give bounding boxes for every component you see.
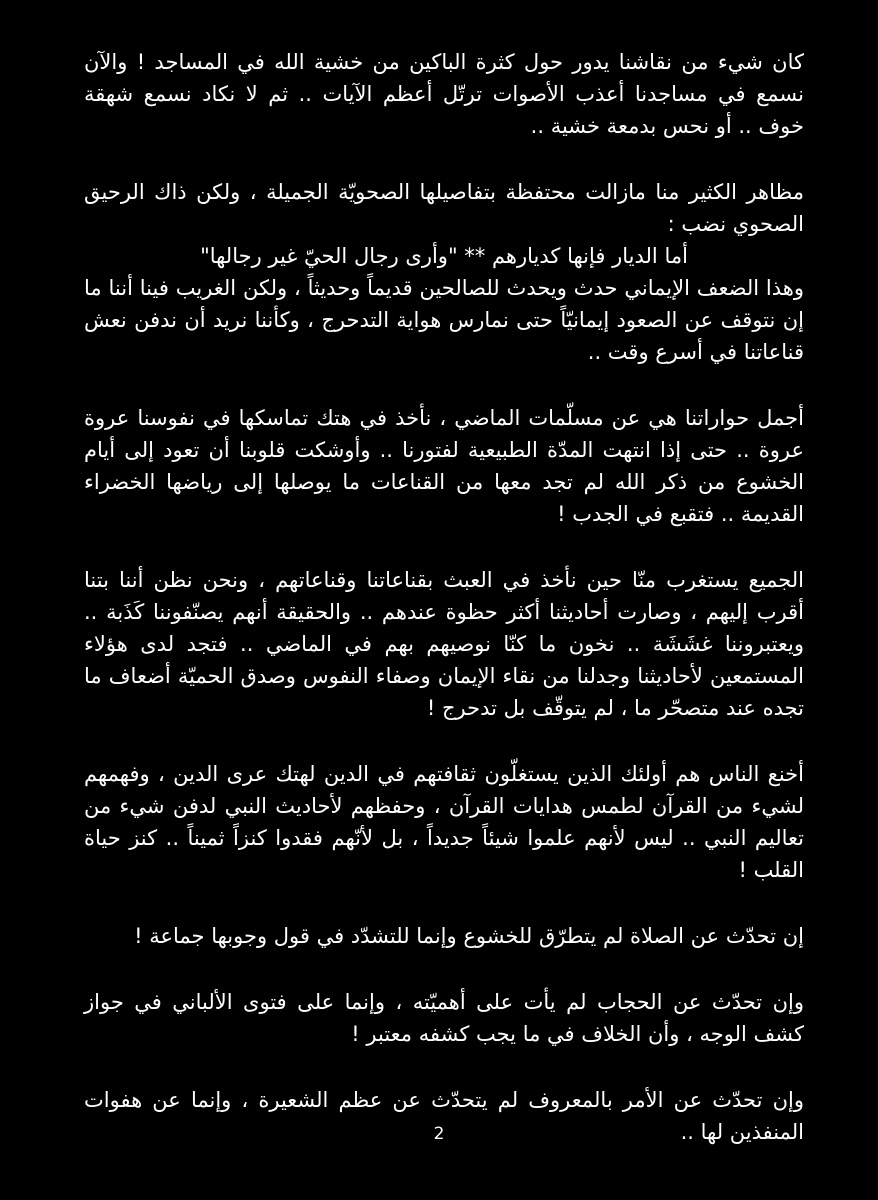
paragraph-1: كان شيء من نقاشنا يدور حول كثرة الباكين من خشية الله في المساجد ! والآن نسمع في مساجدنا أعذب الأصوات ترتّل أعظم الآيات .. ثم لا نكاد نسمع شهقة خوف .. أو نحس بدمعة خشية .. bbox=[84, 50, 804, 138]
paragraph-2: مظاهر الكثير منا مازالت محتفظة بتفاصيلها الصحويّة الجميلة ، ولكن ذاك الرحيق الصحوي نضب : bbox=[84, 180, 804, 236]
paragraph-7: إن تحدّث عن الصلاة لم يتطرّق للخشوع وإنما للتشدّد في قول وجوبها جماعة ! bbox=[134, 924, 804, 948]
paragraph-6: أخنع الناس هم أولئك الذين يستغلّون ثقافتهم في الدين لهتك عرى الدين ، وفهمهم لشيء من القرآن لطمس هدايات القرآن ، وحفظهم لأحاديث النبي لدفن شيء من تعاليم النبي .. ليس لأنهم علموا شيئاً جديداً ، بل لأنّهم فقدوا كنزاً ثميناً .. كنز حياة القلب ! bbox=[84, 762, 804, 882]
document-body bbox=[84, 46, 804, 1148]
paragraph-3: وهذا الضعف الإيماني حدث ويحدث للصالحين قديماً وحديثاً ، ولكن الغريب فينا أننا ما إن نتوقف عن الصعود إيمانيّاً حتى نمارس هواية التدحرج ، وكأننا نريد أن ندفن نعش قناعاتنا في أسرع وقت .. bbox=[84, 276, 804, 364]
paragraph-9: وإن تحدّث عن الأمر بالمعروف لم يتحدّث عن عظم الشعيرة ، وإنما عن هفوات المنفذين لها .. bbox=[84, 1088, 804, 1144]
paragraph-5: الجميع يستغرب منّا حين نأخذ في العبث بقناعاتنا وقناعاتهم ، ونحن نظن أننا بتنا أقرب إليهم ، وصارت أحاديثنا أكثر حظوة عندهم .. والحقيقة أنهم يصنّفوننا كَذَبة .. ويعتبروننا غشَشَة .. نخون ما كنّا نوصيهم بهم في الماضي .. فتجد لدى هؤلاء المستمعين لأحاديثنا وجدلنا من نقاء الإيمان وصفاء النفوس وصدق الحميّة أضعاف ما تجده عند متصحّر ما ، لم يتوقّف بل تدحرج ! bbox=[84, 568, 804, 720]
poetry-verse: أما الديار فإنها كديارهم ** "وأرى رجال الحيّ غير رجالها" bbox=[200, 244, 688, 268]
page-number: 2 bbox=[433, 1124, 445, 1144]
paragraph-4: أجمل حواراتنا هي عن مسلّمات الماضي ، نأخذ في هتك تماسكها في نفوسنا عروة عروة .. حتى إذا انتهت المدّة الطبيعية لفتورنا .. وأوشكت قلوبنا أن تعود إلى أيام الخشوع من ذكر الله لم تجد معها من القناعات ما يوصلها إلى رياضها الخضراء القديمة .. فتقبع في الجدب ! bbox=[84, 406, 804, 526]
paragraph-8: وإن تحدّث عن الحجاب لم يأت على أهميّته ، وإنما على فتوى الألباني في جواز كشف الوجه ، وأن الخلاف في ما يجب كشفه معتبر ! bbox=[84, 990, 804, 1046]
